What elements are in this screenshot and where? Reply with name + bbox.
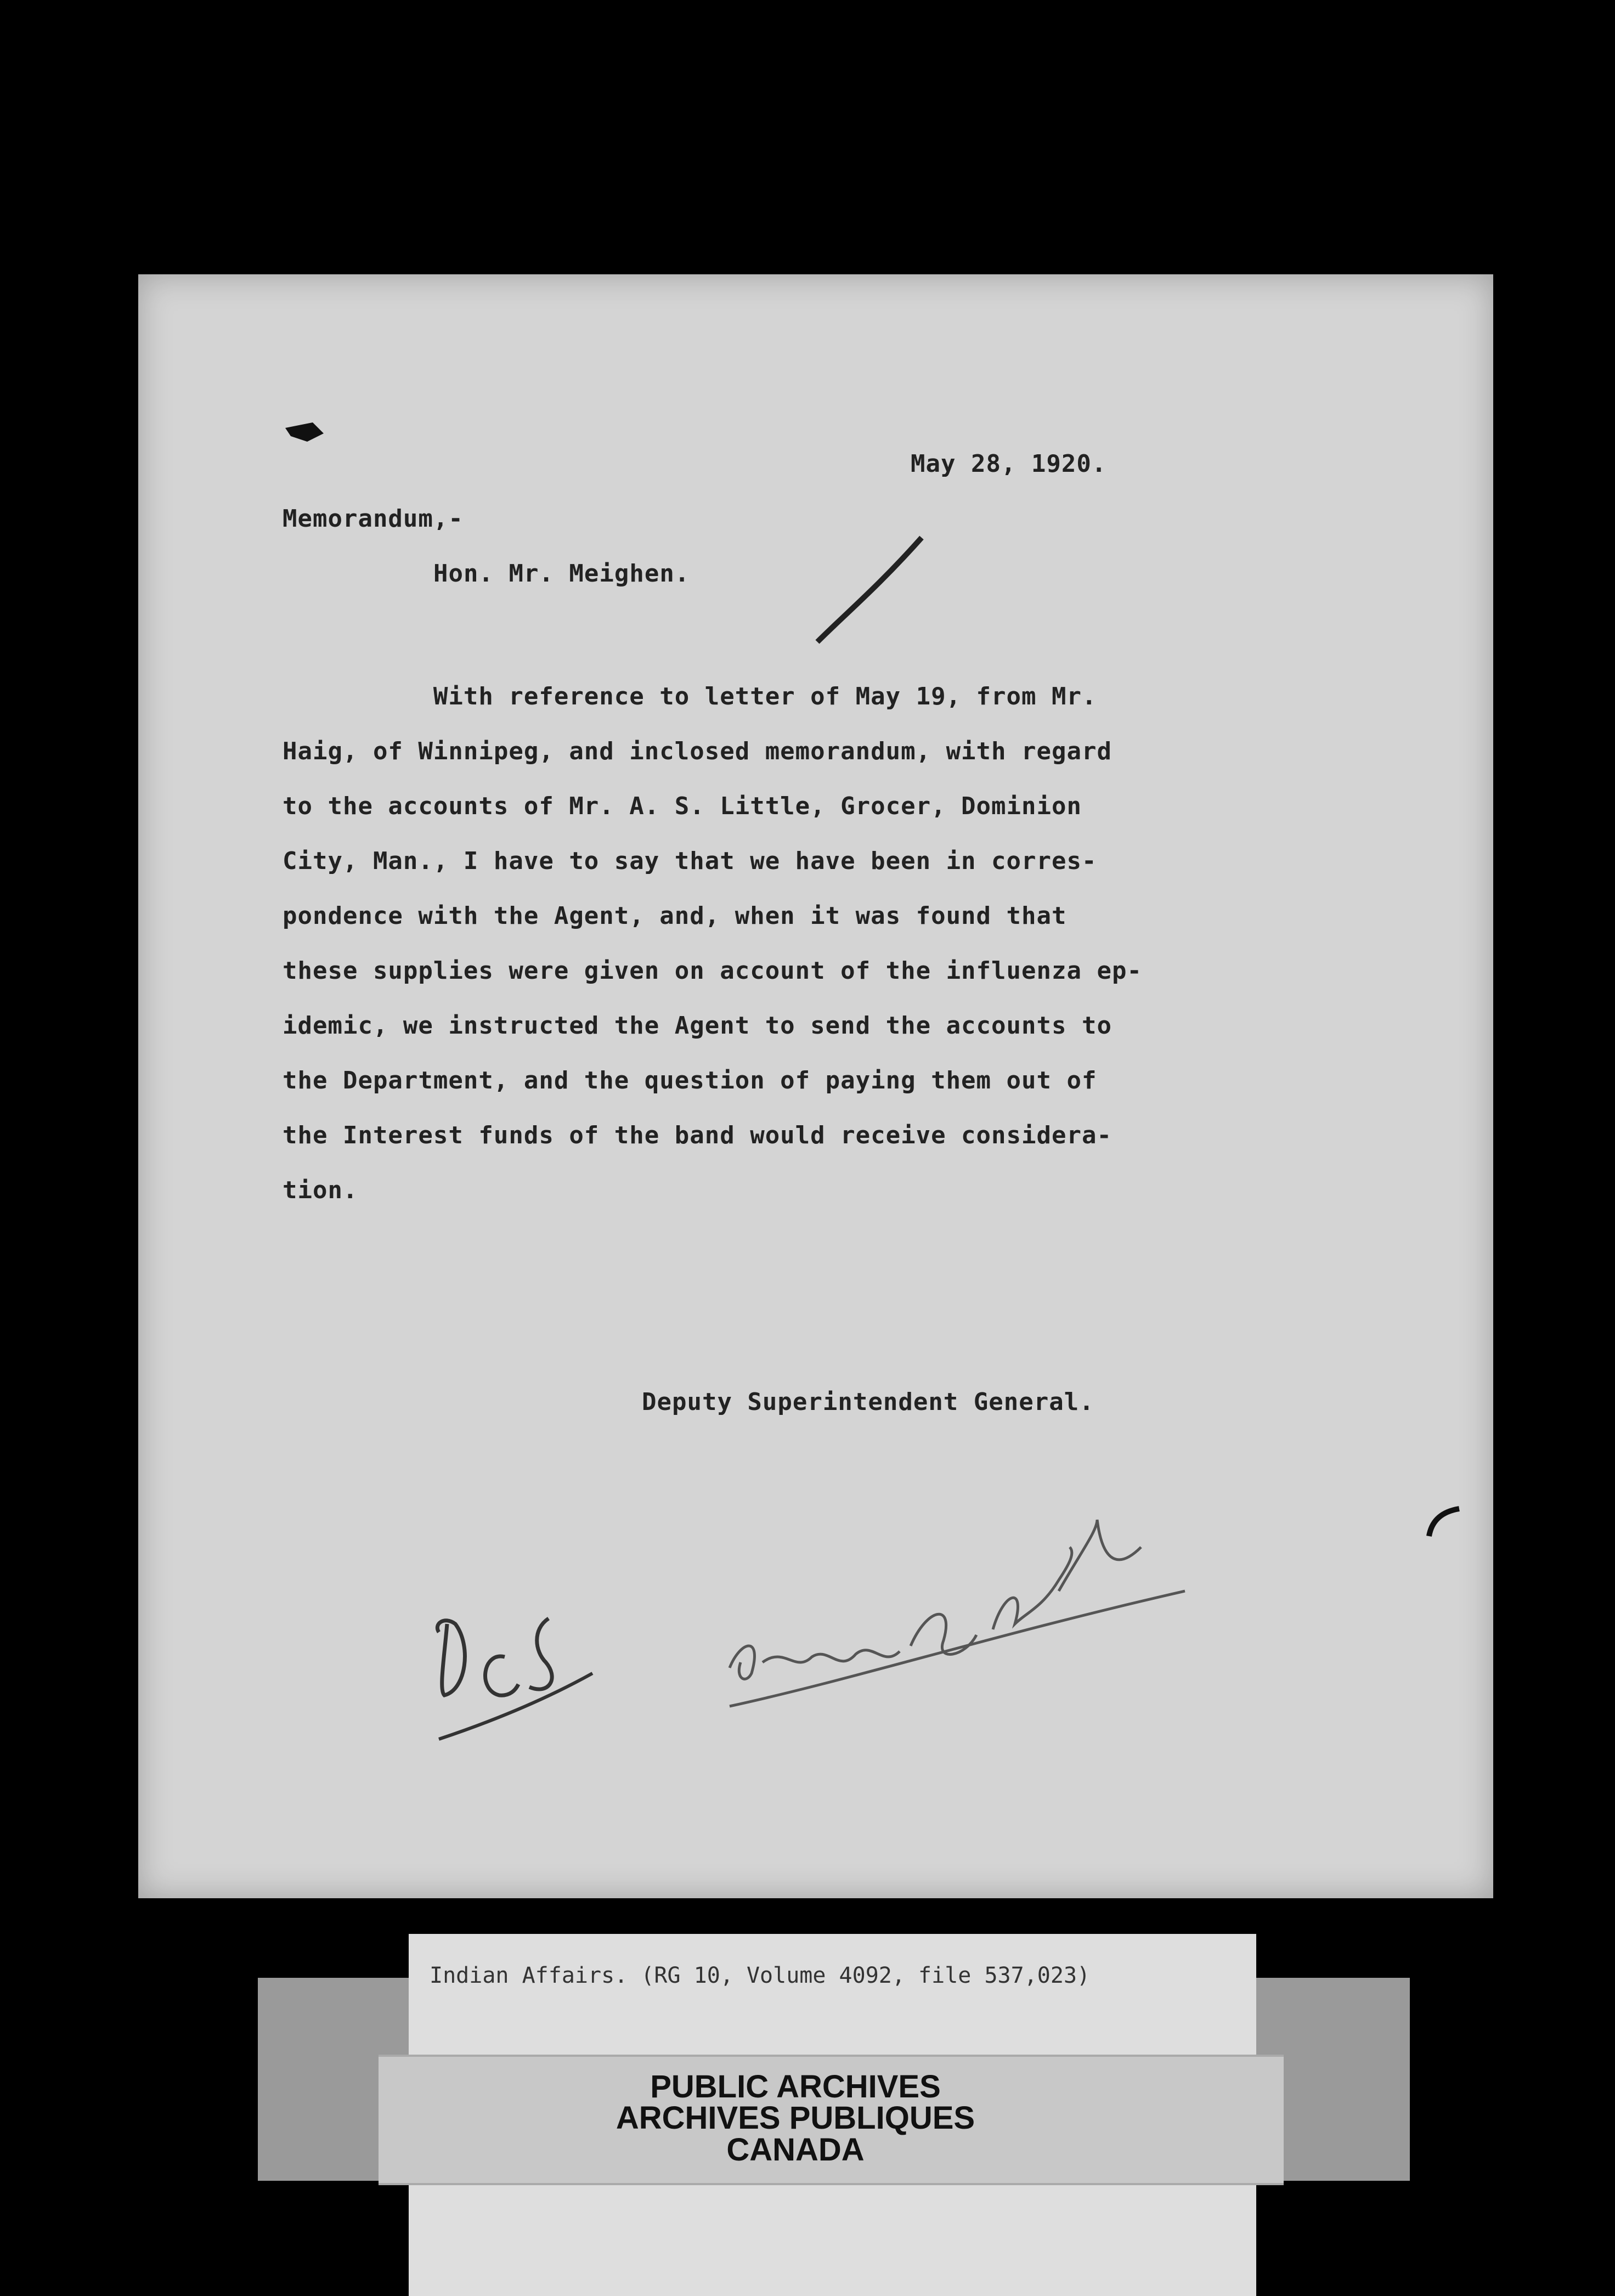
body-line: the Interest funds of the band would receive considera- [283, 1121, 1112, 1149]
body-line: idemic, we instructed the Agent to send the accounts to [283, 1012, 1112, 1040]
archive-stamp-line: ARCHIVES PUBLIQUES [615, 2100, 975, 2136]
signature-title: Deputy Superintendent General. [642, 1388, 1094, 1416]
memo-label: Memorandum,- [283, 505, 464, 533]
ink-blot [280, 411, 329, 450]
archive-stamp-line: CANADA [726, 2132, 865, 2168]
handwritten-signature [719, 1498, 1212, 1728]
body-line: City, Man., I have to say that we have been in corres- [283, 847, 1097, 875]
body-line: these supplies were given on account of the influenza ep- [283, 957, 1142, 985]
addressee: Hon. Mr. Meighen. [433, 560, 690, 588]
archive-reference: Indian Affairs. (RG 10, Volume 4092, file 537,023) [430, 1963, 1091, 1988]
corner-mark [1421, 1503, 1465, 1547]
letter-date: May 28, 1920. [911, 450, 1107, 478]
body-line: Haig, of Winnipeg, and inclosed memorandum, with regard [283, 737, 1112, 765]
body-line: With reference to letter of May 19, from Mr. [283, 682, 1097, 710]
ink-scribble [812, 527, 944, 653]
body-line: pondence with the Agent, and, when it was found that [283, 902, 1067, 930]
body-line: to the accounts of Mr. A. S. Little, Grocer, Dominion [283, 792, 1082, 820]
body-line: the Department, and the question of paying them out of [283, 1067, 1097, 1095]
body-line: tion. [283, 1176, 358, 1204]
archive-stamp-line: PUBLIC ARCHIVES [650, 2069, 941, 2105]
letter-body [283, 669, 1142, 1218]
handwritten-initials [422, 1564, 598, 1761]
